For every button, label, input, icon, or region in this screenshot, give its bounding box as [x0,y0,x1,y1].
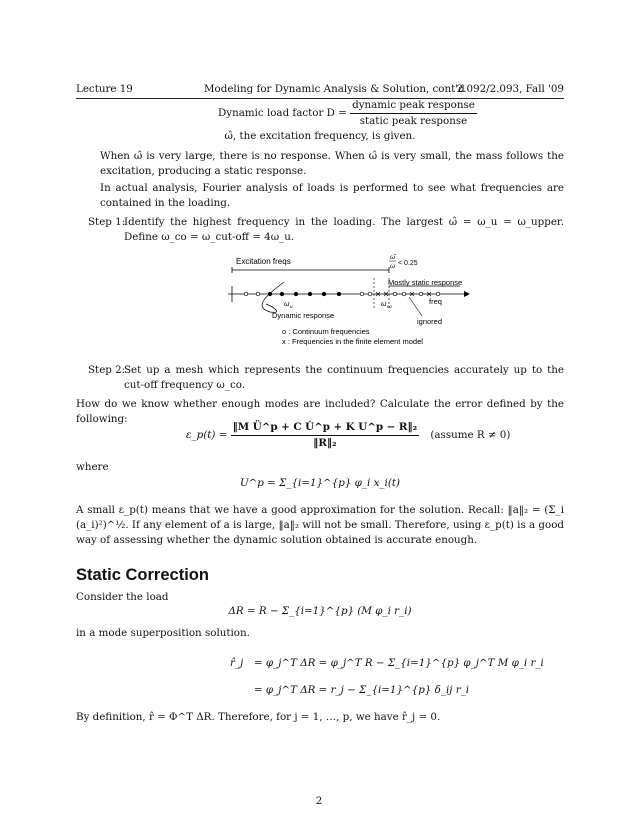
omega-co-label: ω [381,301,387,308]
error-lhs: ε_p(t) = [186,428,228,441]
excitation-freqs-label: Excitation freqs [236,257,291,266]
delta-r-equation: ΔR = R − Σ_{i=1}^{p} (M φ_i r_i) [228,605,412,617]
mostly-static-label: Mostly static response [388,278,463,287]
paragraph-response: When ω̂ is very large, there is no response. When ω̂ is very small, the mass follows the excitation, producing a static response. [100,150,564,177]
dynamic-response-label: Dynamic response [272,311,335,320]
paragraph-fourier: In actual analysis, Fourier analysis of loads is performed to see what frequencies are contained in the loading. [100,182,564,209]
up-equation: U^p = Σ_{i=1}^{p} φ_i x_i(t) [239,477,400,489]
rj-equation-2: = φ_j^T ΔR = r_j − Σ_{i=1}^{p} δ_ij r_i [254,684,470,696]
rj-lhs: r̂_j [230,657,244,669]
legend-continuum: o : Continuum frequencies [282,327,370,336]
dlf-den: static peak response [359,114,468,127]
frequency-figure [224,252,476,358]
omega-co-sub: co [387,304,392,309]
omega-u-label: ω [284,301,290,308]
question-text: How do we know whether enough modes are included? Calculate the error defined by the following: [76,398,564,425]
error-fraction [231,420,419,451]
error-equation [186,420,566,451]
dlf-equation [218,98,477,129]
header-left: Lecture 19 [76,83,133,95]
running-header [76,82,564,99]
excitation-line: ω̂, the excitation frequency, is given. [224,130,416,142]
step1-text: Identify the highest frequency in the loading. The largest ω̂ = ω_u = ω_upper. Define ω_co = ω_cut-off = 4ω_u. [124,216,564,243]
legend-fem: x : Frequencies in the finite element model [282,337,423,346]
step2-text: Set up a mesh which represents the continuum frequencies accurately up to the cut-off frequency ω_co. [124,364,564,391]
error-num: ‖M Ü^p + C U̇^p + K U^p − R‖₂ [231,420,419,436]
step1-label: Step 1: [88,216,126,228]
header-right: 2.092/2.093, Fall '09 [456,83,564,95]
error-condition: (assume R ≠ 0) [430,428,511,441]
freq-label: freq [429,297,442,306]
dlf-num: dynamic peak response [350,98,477,114]
step2-label: Step 2: [88,364,126,376]
omega-u-sub: u [290,304,293,309]
where-text: where [76,461,109,473]
error-den: ‖R‖₂ [313,436,337,449]
dynamic-response-curve [262,282,284,312]
page-number: 2 [315,795,323,807]
final-statement: By definition, r̂ = Φ^T ΔR. Therefore, for j = 1, …, p, we have r̂_j = 0. [76,711,441,723]
dlf-fraction [350,98,477,129]
rj-equation-1: = φ_j^T ΔR = φ_j^T R − Σ_{i=1}^{p} φ_j^T M φ_i r_i [254,657,544,669]
in-mode-text: in a mode superposition solution. [76,627,250,639]
section-title: Static Correction [76,566,209,584]
ratio-num: ω̂ [390,254,396,261]
dlf-lhs: Dynamic load factor D = [218,106,347,119]
ratio-label: < 0.25 [398,260,418,267]
header-center: Modeling for Dynamic Analysis & Solution, cont'd [204,83,465,95]
paragraph-small-error: A small ε_p(t) means that we have a good approximation for the solution. Recall: ‖a‖₂ = (Σ_i (a_i)²)^½. If any element of a is large, ‖a‖₂ will not be small. Therefore, using ε_p(t) is a good way of assessing whether the dynamic solution obtained is accurate enough. [76,504,565,546]
consider-text: Consider the load [76,591,169,603]
ratio-den: ω [390,263,396,270]
ignored-label: ignored [417,317,443,326]
